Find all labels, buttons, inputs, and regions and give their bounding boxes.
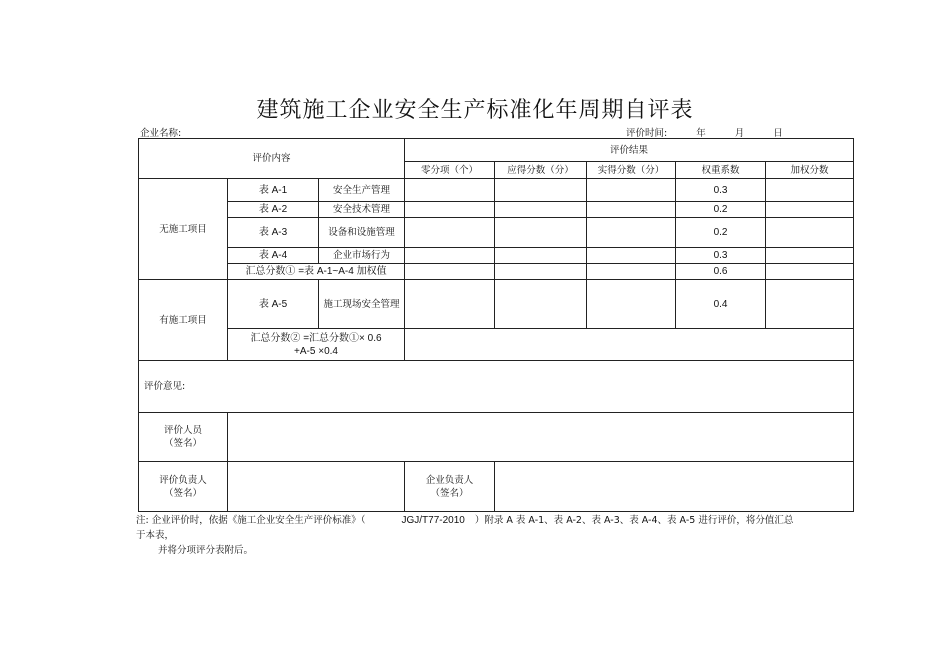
actual-score-cell[interactable]	[587, 202, 676, 218]
group-with-project: 有施工项目	[139, 280, 228, 361]
zero-items-cell[interactable]	[405, 218, 495, 248]
col-zero-items: 零分项（个）	[405, 162, 495, 179]
responsible-label-line2: （签名）	[163, 487, 202, 499]
item-name: 设备和设施管理	[319, 218, 405, 248]
weighted-score-cell[interactable]	[766, 264, 854, 280]
expected-score-cell[interactable]	[495, 280, 587, 329]
weighted-score-cell[interactable]	[766, 179, 854, 202]
footnote-part3: ）附录 A 表 A-1、表 A-2、表 A-3、表 A-4、表 A-5 进行评价，将分值汇总	[474, 515, 794, 526]
zero-items-cell[interactable]	[405, 179, 495, 202]
table-ref: 表 A-3	[228, 218, 319, 248]
expected-score-cell[interactable]	[495, 264, 587, 280]
evaluator-label	[139, 413, 228, 462]
weight-value: 0.2	[676, 202, 766, 218]
footnote-line2: 于本表，	[136, 530, 175, 541]
year-label: 年	[696, 128, 706, 139]
table-row	[139, 202, 854, 218]
company-name-label: 企业名称:	[140, 128, 182, 139]
company-head-signature-cell[interactable]	[495, 462, 854, 512]
month-label: 月	[734, 128, 745, 139]
expected-score-cell[interactable]	[495, 218, 587, 248]
weight-value: 0.6	[676, 264, 766, 280]
summary-formula-2-line2: +A-5 ×0.4	[294, 345, 338, 357]
day-label: 日	[773, 128, 783, 139]
col-weight: 权重系数	[676, 162, 766, 179]
header-result: 评价结果	[405, 139, 854, 162]
opinion-row	[139, 361, 854, 413]
opinion-label[interactable]: 评价意见:	[139, 361, 854, 413]
group-no-project: 无施工项目	[139, 179, 228, 280]
footnote	[136, 513, 793, 558]
table-ref: 表 A-2	[228, 202, 319, 218]
table-ref: 表 A-5	[228, 280, 319, 329]
item-name: 企业市场行为	[319, 248, 405, 264]
responsible-signature-cell[interactable]	[228, 462, 405, 512]
item-name: 施工现场安全管理	[319, 280, 405, 329]
company-head-label	[405, 462, 495, 512]
summary-formula-2	[228, 329, 405, 361]
summary-formula-2-line1: 汇总分数② =汇总分数①× 0.6	[250, 332, 382, 344]
header-content: 评价内容	[139, 139, 405, 179]
zero-items-cell[interactable]	[405, 264, 495, 280]
table-row	[139, 218, 854, 248]
footnote-standard-code: JGJ/T77-2010	[401, 515, 465, 526]
company-head-label-line2: （签名）	[430, 487, 469, 499]
table-ref: 表 A-4	[228, 248, 319, 264]
evaluator-label-line1: 评价人员	[163, 425, 202, 436]
col-expected-score: 应得分数（分）	[495, 162, 587, 179]
weighted-score-cell[interactable]	[766, 280, 854, 329]
actual-score-cell[interactable]	[587, 179, 676, 202]
footnote-line1	[136, 513, 793, 528]
table-row	[139, 179, 854, 202]
actual-score-cell[interactable]	[587, 280, 676, 329]
table-ref: 表 A-1	[228, 179, 319, 202]
evaluation-time	[626, 125, 809, 139]
actual-score-cell[interactable]	[587, 218, 676, 248]
self-evaluation-table	[138, 138, 854, 512]
footnote-part1: 注: 企业评价时，依据《施工企业安全生产评价标准》（	[136, 515, 366, 526]
summary-2-value-cell[interactable]	[405, 329, 854, 361]
responsible-label-line1: 评价负责人	[159, 474, 207, 486]
table-row	[139, 248, 854, 264]
footnote-line3: 并将分项评分表附后。	[158, 545, 254, 556]
expected-score-cell[interactable]	[495, 248, 587, 264]
weighted-score-cell[interactable]	[766, 248, 854, 264]
weight-value: 0.3	[676, 179, 766, 202]
evaluation-time-label: 评价时间:	[626, 128, 668, 139]
weight-value: 0.2	[676, 218, 766, 248]
summary-formula-1: 汇总分数① =表 A-1~A-4 加权值	[228, 264, 405, 280]
item-name: 安全生产管理	[319, 179, 405, 202]
col-actual-score: 实得分数（分）	[587, 162, 676, 179]
weighted-score-cell[interactable]	[766, 218, 854, 248]
evaluator-row	[139, 413, 854, 462]
weight-value: 0.4	[676, 280, 766, 329]
evaluator-label-line2: （签名）	[163, 438, 202, 449]
summary-row	[139, 329, 854, 361]
summary-row	[139, 264, 854, 280]
zero-items-cell[interactable]	[405, 248, 495, 264]
weighted-score-cell[interactable]	[766, 202, 854, 218]
item-name: 安全技术管理	[319, 202, 405, 218]
col-weighted-score: 加权分数	[766, 162, 854, 179]
company-head-label-line1: 企业负责人	[425, 474, 474, 486]
zero-items-cell[interactable]	[405, 280, 495, 329]
page-title: 建筑施工企业安全生产标准化年周期自评表	[256, 98, 694, 123]
zero-items-cell[interactable]	[405, 202, 495, 218]
table-row	[139, 280, 854, 329]
expected-score-cell[interactable]	[495, 179, 587, 202]
actual-score-cell[interactable]	[587, 248, 676, 264]
actual-score-cell[interactable]	[587, 264, 676, 280]
responsible-row	[139, 462, 854, 512]
weight-value: 0.3	[676, 248, 766, 264]
expected-score-cell[interactable]	[495, 202, 587, 218]
evaluator-signature-cell[interactable]	[228, 413, 854, 462]
responsible-label	[139, 462, 228, 512]
